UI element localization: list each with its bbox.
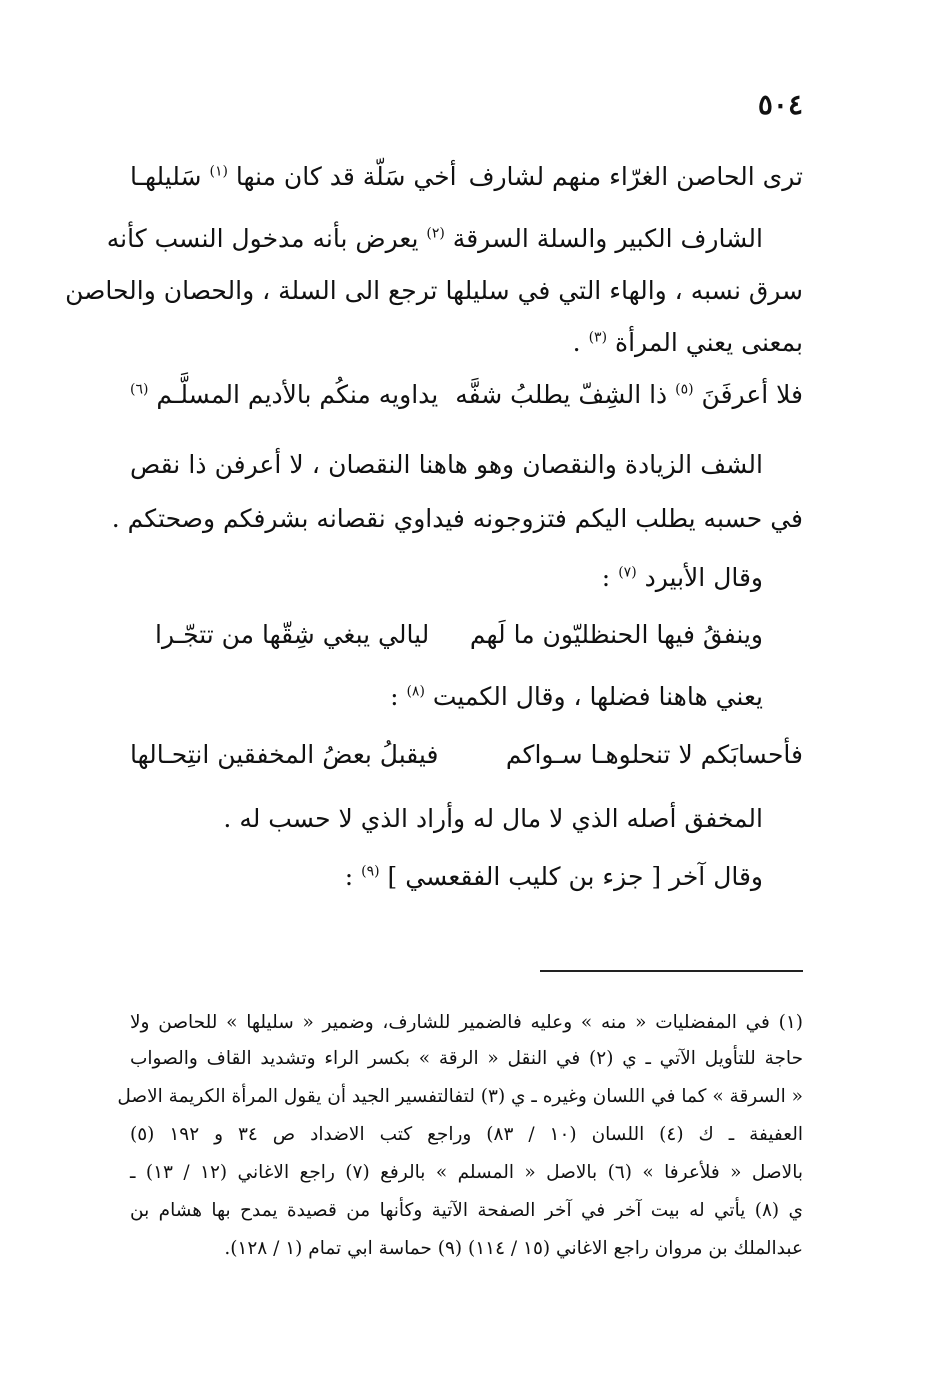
verse-line: [130, 162, 803, 191]
footnote-ref: (٩): [361, 863, 380, 880]
paragraph-line: يعني هاهنا فضلها ، وقال الكميت $^{(٨)}$ :: [390, 682, 763, 711]
footnote-ref: (٨): [406, 683, 425, 700]
footnote-ref: (٣): [588, 329, 608, 346]
footnote-ref: (٦): [130, 381, 149, 398]
verse-second-hemistich: يداويه منكُم بالأديم المسلَّـم $^{(٦)}$: [130, 380, 439, 409]
poet-intro: وقال آخر [ جزء بن كليب الفقعسي ] $^{(٩)}$ :: [344, 862, 763, 891]
verse-line: [130, 380, 803, 409]
footnote-line: ي (٨) يأتي له بيت آخر في آخر الصفحة الآتية وكأنها من قصيدة يمدح بها هشام بن: [130, 1200, 803, 1221]
paragraph-line: بمعنى يعني المرأة $^{(٣)}$ .: [572, 328, 803, 357]
verse-second-hemistich: فيقبلُ بعضُ المخفقين انتِحـالها: [130, 740, 439, 769]
footnote-separator: [540, 970, 803, 972]
verse-second-hemistich: أخي سَلّة قد كان منها $^{(١)}$ سَليلهـا: [130, 162, 457, 191]
verse-line: [155, 620, 763, 649]
footnote-ref: (٧): [618, 564, 637, 581]
paragraph-line: في حسبه يطلب اليكم فتزوجونه فيداوي نقصانه بشرفكم وصحتكم .: [111, 504, 803, 533]
paragraph-line: سرق نسبه ، والهاء التي في سليلها ترجع الى السلة ، والحصان والحاصن: [65, 276, 803, 305]
footnote-line: عبدالملك بن مروان راجع الاغاني (١٥ / ١١٤) (٩) حماسة ابي تمام (١ / ١٢٨).: [224, 1238, 803, 1259]
verse-first-hemistich: ترى الحاصن الغرّاء منهم لشارف: [468, 162, 803, 191]
footnote-line: بالاصل « فلأعرفا » (٦) بالاصل « المسلم » بالرفع (٧) راجع الاغاني (١٢ / ١٣) ـ: [130, 1162, 803, 1183]
footnote-ref: (١): [209, 163, 228, 180]
verse-first-hemistich: فأحسابَكم لا تنحلوهـا سـواكم: [505, 740, 803, 769]
page-number: ٥٠٤: [757, 88, 803, 121]
verse-first-hemistich: فلا أعرفَنَ $^{(٥)}$ ذا الشِفّ يطلبُ شفَّه: [455, 380, 803, 409]
paragraph-line: الشف الزيادة والنقصان وهو هاهنا النقصان ، لا أعرفن ذا نقص: [130, 450, 763, 479]
footnote-line: (١) في المفضليات « منه » وعليه فالضمير للشارف، وضمير « سليلها » للحاصن ولا: [130, 1012, 803, 1033]
poet-intro: وقال الأبيرد $^{(٧)}$ :: [601, 563, 763, 592]
footnote-ref: (٢): [426, 225, 445, 242]
verse-line: [130, 740, 803, 769]
footnote-line: حاجة للتأويل الآتي ـ ي (٢) في النقل « الرقة » بكسر الراء وتشديد القاف والصواب: [130, 1048, 803, 1069]
verse-first-hemistich: وينفقُ فيها الحنظليّون ما لَهم: [469, 620, 763, 649]
paragraph-line: الشارف الكبير والسلة السرقة $^{(٢)}$ يعرض بأنه مدخول النسب كأنه: [106, 224, 763, 253]
paragraph-line: المخفق أصله الذي لا مال له وأراد الذي لا حسب له .: [223, 804, 763, 833]
footnote-ref: (٥): [675, 381, 694, 398]
footnote-line: العفيفة ـ ك (٤) اللسان (١٠ / ٨٣) وراجع كتب الاضداد ص ٣٤ و ١٩٢ (٥): [130, 1124, 803, 1145]
verse-second-hemistich: ليالي يبغي شِقّها من تتجّـرا: [155, 620, 430, 649]
footnote-line: « السرقة » كما في اللسان وغيره ـ ي (٣) لتفالتفسير الجيد أن يقول المرأة الكريمة الاصل: [117, 1086, 803, 1107]
